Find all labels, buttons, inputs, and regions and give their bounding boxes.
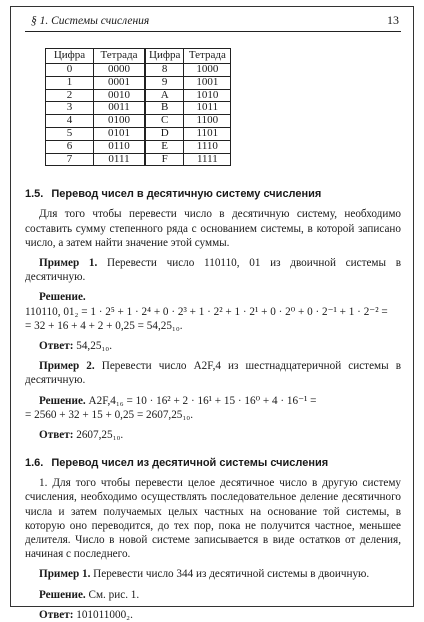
table-cell: 1000 xyxy=(184,64,231,77)
table-cell: 1011 xyxy=(184,102,231,115)
table-cell: 0101 xyxy=(94,127,146,140)
table-row xyxy=(46,115,231,128)
equation-line-4: = 2560 + 32 + 15 + 0,25 = 2607,25₁₀. xyxy=(25,408,194,421)
answer-label: Ответ: xyxy=(39,608,74,621)
table-row xyxy=(46,140,231,153)
table-cell: B xyxy=(145,102,184,115)
example-3-statement xyxy=(25,567,401,581)
intro-paragraph: Для того чтобы перевести число в десятичную систему, необходимо составить сумму степенного ряда с основанием системы, в которой записано число, а затем найти значение этой суммы. xyxy=(25,208,401,249)
table-cell: 6 xyxy=(46,140,94,153)
rule-paragraph: 1. Для того чтобы перевести целое десятичное число в другую систему счисления, необходимо осуществлять последовательное деление десятичного числа и затем получаемых целых частных на основание той системы, в которую оно переводится, до тех пор, пока не получится частное, меньшее делителя. Число в новой системе записывается в виде остатков от деления, начиная с последнего. xyxy=(25,477,401,561)
solution-label: Решение. xyxy=(39,394,86,407)
table-cell: 1001 xyxy=(184,76,231,89)
solution-line xyxy=(25,588,401,602)
section-title: Перевод чисел из десятичной системы счисления xyxy=(51,457,329,470)
table-cell: 0010 xyxy=(94,89,146,102)
table-row xyxy=(46,64,231,77)
answer-label: Ответ: xyxy=(39,340,74,352)
section-heading-1-6 xyxy=(25,456,401,470)
section-heading-1-5 xyxy=(25,187,401,201)
equation-line-1: 110110, 01₂ = 1 · 2⁵ + 1 · 2⁴ + 0 · 2³ + 1 · 2² + 1 · 2¹ + 0 · 2⁰ + 0 · 2⁻¹ + 1 · 2⁻² = xyxy=(25,305,388,318)
table-cell: 0011 xyxy=(94,102,146,115)
solution-label: Решение. xyxy=(39,588,86,601)
table-row xyxy=(46,153,231,166)
example-text: Перевести число 344 из десятичной системы в двоичную. xyxy=(93,568,370,581)
table-row xyxy=(46,76,231,89)
running-header xyxy=(25,13,401,32)
table-cell: 0111 xyxy=(94,153,146,166)
page-number: 13 xyxy=(387,13,399,27)
example-label: Пример 1. xyxy=(39,256,98,269)
equation-line-3 xyxy=(25,394,401,408)
table-cell: 7 xyxy=(46,153,94,166)
answer-value: 101011000₂. xyxy=(76,608,133,621)
table-cell: 0000 xyxy=(94,64,146,77)
table-cell: A xyxy=(145,89,184,102)
example-1-answer xyxy=(25,339,401,353)
example-1-statement xyxy=(25,256,401,284)
example-text: Перевести число 110110, 01 из двоичной системы в десятичную. xyxy=(25,256,402,284)
solution-text: См. рис. 1. xyxy=(88,588,140,601)
table-cell: 5 xyxy=(46,127,94,140)
table-header-cell: Цифра xyxy=(145,49,184,64)
table-cell: 1110 xyxy=(184,140,231,153)
table-row xyxy=(46,102,231,115)
table-cell: 8 xyxy=(145,64,184,77)
table-row xyxy=(46,127,231,140)
table-cell: 2 xyxy=(46,89,94,102)
equation-line-2: = 32 + 16 + 4 + 2 + 0,25 = 54,25₁₀. xyxy=(25,319,183,332)
table-cell: 1111 xyxy=(184,153,231,166)
table-header-cell: Тетрада xyxy=(94,49,146,64)
answer-value: 54,25₁₀. xyxy=(76,340,113,352)
solution-label: Решение. xyxy=(39,291,86,304)
table-cell: 4 xyxy=(46,115,94,128)
section-number: 1.5. xyxy=(25,188,44,201)
example-2-statement xyxy=(25,359,401,387)
table-cell: E xyxy=(145,140,184,153)
chapter-title: § 1. Системы счисления xyxy=(31,15,150,27)
digit-tetrad-table xyxy=(45,48,231,166)
table-header-cell: Тетрада xyxy=(184,49,231,64)
equation-text: A2F,4₁₆ = 10 · 16² + 2 · 16¹ + 15 · 16⁰ + 4 · 16⁻¹ = xyxy=(88,394,317,407)
table-header-row xyxy=(46,49,231,64)
section-title: Перевод чисел в десятичную систему счисления xyxy=(51,188,322,201)
table-cell: 1100 xyxy=(184,115,231,128)
table-cell: 1101 xyxy=(184,127,231,140)
table-cell: D xyxy=(145,127,184,140)
example-label: Пример 1. xyxy=(39,568,91,581)
solution-label-line xyxy=(25,290,401,304)
example-2-answer xyxy=(25,428,401,442)
book-page xyxy=(10,6,414,621)
answer-label: Ответ: xyxy=(39,429,74,442)
table-row xyxy=(46,89,231,102)
table-cell: 1 xyxy=(46,76,94,89)
table-cell: 0110 xyxy=(94,140,146,153)
example-label: Пример 2. xyxy=(39,360,95,373)
table-cell: C xyxy=(145,115,184,128)
example-text: Перевести число A2F,4 из шестнадцатеричной системы в десятичную. xyxy=(25,360,402,387)
table-cell: 3 xyxy=(46,102,94,115)
table-cell: 1010 xyxy=(184,89,231,102)
table-header-cell: Цифра xyxy=(46,49,94,64)
section-number: 1.6. xyxy=(25,457,44,470)
answer-value: 2607,25₁₀. xyxy=(76,429,124,442)
table-cell: 0 xyxy=(46,64,94,77)
table-cell: 0001 xyxy=(94,76,146,89)
table-cell: 9 xyxy=(145,76,184,89)
table-cell: 0100 xyxy=(94,115,146,128)
table-cell: F xyxy=(145,153,184,166)
